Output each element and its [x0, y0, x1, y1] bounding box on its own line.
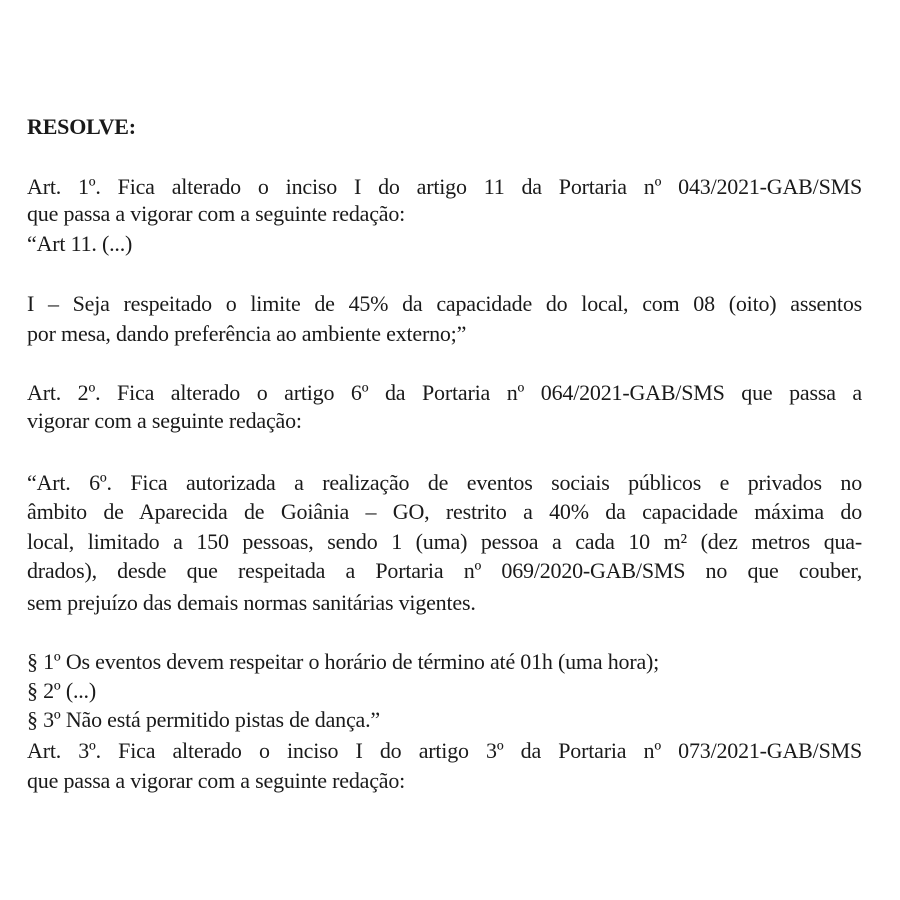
resolve-heading: RESOLVE: — [27, 114, 136, 139]
art6-line: âmbito de Aparecida de Goiânia – GO, restrito a 40% da capacidade máxima do — [27, 499, 862, 524]
art1-line: “Art 11. (...) — [27, 231, 133, 256]
art1-line: que passa a vigorar com a seguinte redação: — [27, 201, 406, 226]
art1-line: Art. 1º. Fica alterado o inciso I do artigo 11 da Portaria nº 043/2021-GAB/SMS — [27, 174, 862, 199]
art2-line: vigorar com a seguinte redação: — [27, 408, 302, 433]
art3-line: que passa a vigorar com a seguinte redação: — [27, 768, 406, 793]
art6-line: “Art. 6º. Fica autorizada a realização de eventos sociais públicos e privados no — [27, 470, 862, 495]
art6-line: local, limitado a 150 pessoas, sendo 1 (uma) pessoa a cada 10 m² (dez metros qua- — [27, 529, 862, 554]
art6-line: drados), desde que respeitada a Portaria nº 069/2020-GAB/SMS no que couber, — [27, 558, 862, 583]
inciso1-line: por mesa, dando preferência ao ambiente externo;” — [27, 321, 467, 346]
paragraph-3: § 3º Não está permitido pistas de dança.” — [27, 707, 380, 732]
paragraph-2: § 2º (...) — [27, 678, 96, 703]
art2-line: Art. 2º. Fica alterado o artigo 6º da Portaria nº 064/2021-GAB/SMS que passa a — [27, 380, 862, 405]
inciso1-line: I – Seja respeitado o limite de 45% da capacidade do local, com 08 (oito) assentos — [27, 291, 862, 316]
art6-line: sem prejuízo das demais normas sanitárias vigentes. — [27, 590, 476, 615]
art3-line: Art. 3º. Fica alterado o inciso I do artigo 3º da Portaria nº 073/2021-GAB/SMS — [27, 738, 862, 763]
paragraph-1: § 1º Os eventos devem respeitar o horário de término até 01h (uma hora); — [27, 649, 660, 674]
